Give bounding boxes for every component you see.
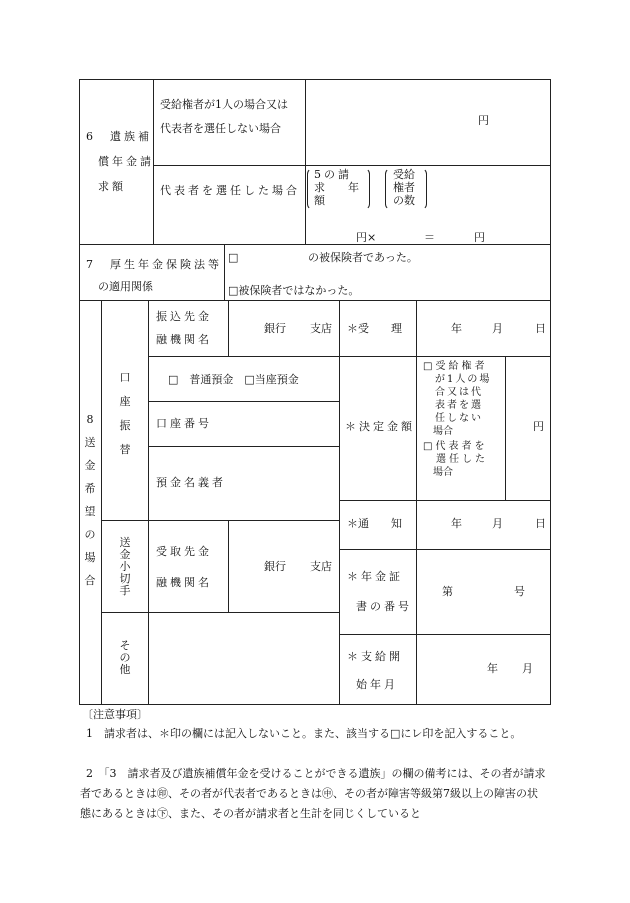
- juri-day: 日: [535, 322, 546, 335]
- sec8-title-char: 望: [84, 505, 96, 518]
- rule: [228, 520, 229, 612]
- holder-label: 預金名義者: [156, 476, 226, 489]
- sec6-title-line1: 6 遺族補: [86, 130, 152, 143]
- rule: [79, 704, 551, 705]
- kettei-opt2-line2: 選任した: [423, 454, 488, 465]
- kettei-opt1-line3: 合又は代: [423, 387, 483, 398]
- kogitte-char: 手: [119, 584, 131, 597]
- rule: [339, 634, 551, 635]
- formula-result-unit: 円: [474, 231, 485, 244]
- paren1-line2: 求 年: [314, 181, 365, 194]
- rule: [79, 79, 80, 705]
- sec6-row2-label: 代表者を選任した場合: [160, 184, 300, 197]
- furikomi-label-line2: 融機関名: [156, 333, 212, 346]
- sec6-title-line3: 求額: [98, 180, 126, 193]
- note-item-2: 2 「3 請求者及び遺族補償年金を受けることができる遺族」の欄の備考には、その者が請求者であるときは㊞、その者が代表者であるときは㊥、その者が障害等級第7級以上の障害の状態にあるときは㊦、また、その者が請求者と生計を同じくしていると: [80, 767, 546, 820]
- juri-year: 年: [451, 322, 462, 335]
- sec7-title-line2: の適用関係: [98, 280, 153, 293]
- rule: [153, 165, 550, 166]
- tsuchi-month: 月: [492, 517, 503, 530]
- furikomi-label-line1: 振込先金: [156, 310, 212, 323]
- account-type-options[interactable]: □ 普通預金 □当座預金: [168, 373, 299, 386]
- rule: [148, 401, 340, 402]
- rule: [305, 79, 306, 244]
- tsuchi-year: 年: [451, 517, 462, 530]
- kogitte-char: 送: [119, 536, 131, 549]
- shikyu-label-line1: ＊支給開: [347, 650, 403, 663]
- kogitte-char: 切: [119, 572, 131, 585]
- koza-char: 替: [119, 443, 131, 456]
- kettei-opt1-line4: 表者を選: [423, 400, 483, 411]
- sec8-title-char: 送: [84, 436, 96, 449]
- rule: [505, 356, 506, 500]
- rule: [101, 300, 102, 705]
- rule: [79, 79, 551, 80]
- rule: [148, 446, 340, 447]
- rule: [148, 300, 149, 705]
- koza-char: 座: [119, 395, 131, 408]
- furikomi-bank: 銀行: [264, 322, 286, 335]
- kettei-opt1-line2: が1人の場: [423, 374, 492, 385]
- sec6-row1-label-line1: 受給権者が1人の場合又は: [160, 98, 288, 111]
- kettei-opt1-line1[interactable]: □受給権者: [423, 361, 488, 372]
- shikyu-month: 月: [522, 662, 533, 675]
- shosho-dai: 第: [442, 585, 453, 598]
- uketori-branch: 支店: [310, 560, 332, 573]
- rule: [416, 300, 417, 705]
- shosho-go: 号: [514, 585, 525, 598]
- sec6-title-line2: 償年金請: [98, 155, 154, 168]
- koza-char: 口: [119, 371, 131, 384]
- kettei-opt2-line1[interactable]: □代表者を: [423, 441, 488, 452]
- sec7-opt1-text: の被保険者であった。: [308, 251, 418, 264]
- rule: [101, 612, 340, 613]
- furikomi-branch: 支店: [310, 322, 332, 335]
- sec8-title-char: 希: [84, 482, 96, 495]
- rule: [79, 300, 551, 301]
- kogitte-char: 金: [119, 548, 131, 561]
- shosho-label-line2: 書の番号: [356, 600, 412, 613]
- rule: [550, 79, 551, 705]
- formula-equals: ＝: [424, 231, 435, 244]
- kettei-opt1-line5: 任しない: [423, 413, 483, 424]
- paren1-line1: 5の請: [314, 168, 352, 181]
- sec8-title: [82, 408, 98, 592]
- sec8-title-char: 場: [84, 551, 96, 564]
- sec7-opt2[interactable]: □被保険者ではなかった。: [228, 284, 360, 297]
- koza-label: [117, 366, 133, 462]
- kogitte-char: 小: [119, 560, 131, 573]
- formula-yen: 円×: [356, 231, 377, 244]
- uketori-bank: 銀行: [264, 560, 286, 573]
- notes-header: 〔注意事項〕: [82, 708, 148, 721]
- juri-label: ＊受 理: [347, 322, 402, 335]
- uketori-label-line1: 受取先金: [156, 545, 212, 558]
- uketori-label-line2: 融機関名: [156, 576, 212, 589]
- kettei-opt2-line3: 場合: [423, 467, 453, 478]
- koza-char: 振: [119, 419, 131, 432]
- kettei-opt1-line6: 場合: [423, 426, 453, 437]
- shosho-label-line1: ＊年金証: [347, 570, 403, 583]
- paren2-line1: 受給: [393, 168, 415, 181]
- rule: [101, 520, 340, 521]
- paren2-line3: の数: [393, 194, 415, 207]
- rule: [339, 356, 551, 357]
- sec6-row1-unit: 円: [478, 114, 489, 127]
- paren1-line3: 額: [314, 194, 325, 207]
- sonota-char: そ: [119, 639, 131, 652]
- kogitte-label: [117, 537, 133, 597]
- sonota-char: の: [119, 651, 131, 664]
- juri-month: 月: [492, 322, 503, 335]
- sec7-opt1-checkbox[interactable]: □: [228, 251, 239, 264]
- sonota-char: 他: [119, 663, 131, 676]
- tsuchi-label: ＊通 知: [347, 517, 402, 530]
- sonota-label: [117, 640, 133, 676]
- rule: [224, 244, 225, 301]
- account-no-label: 口座番号: [156, 417, 212, 430]
- rule: [148, 356, 340, 357]
- rule: [339, 500, 551, 501]
- rule: [339, 300, 340, 705]
- sec8-title-char: 8: [86, 413, 94, 426]
- sec8-title-char: 合: [84, 574, 96, 587]
- shikyu-year: 年: [487, 662, 498, 675]
- rule: [228, 300, 229, 356]
- sec8-title-char: 金: [84, 459, 96, 472]
- shikyu-label-line2: 始年月: [356, 678, 398, 691]
- kettei-unit: 円: [533, 420, 544, 433]
- sec8-title-char: の: [84, 528, 96, 541]
- kettei-label: ＊決定金額: [345, 420, 415, 433]
- tsuchi-day: 日: [535, 517, 546, 530]
- note-item-1: 1 請求者は、＊印の欄には記入しないこと。また、該当する□にレ印を記入すること。: [86, 727, 522, 740]
- sec7-title-line1: 7 厚生年金保険法等: [86, 258, 222, 271]
- rule: [339, 549, 551, 550]
- paren2-line2: 権者: [393, 181, 415, 194]
- sec6-row1-label-line2: 代表者を選任しない場合: [160, 122, 281, 135]
